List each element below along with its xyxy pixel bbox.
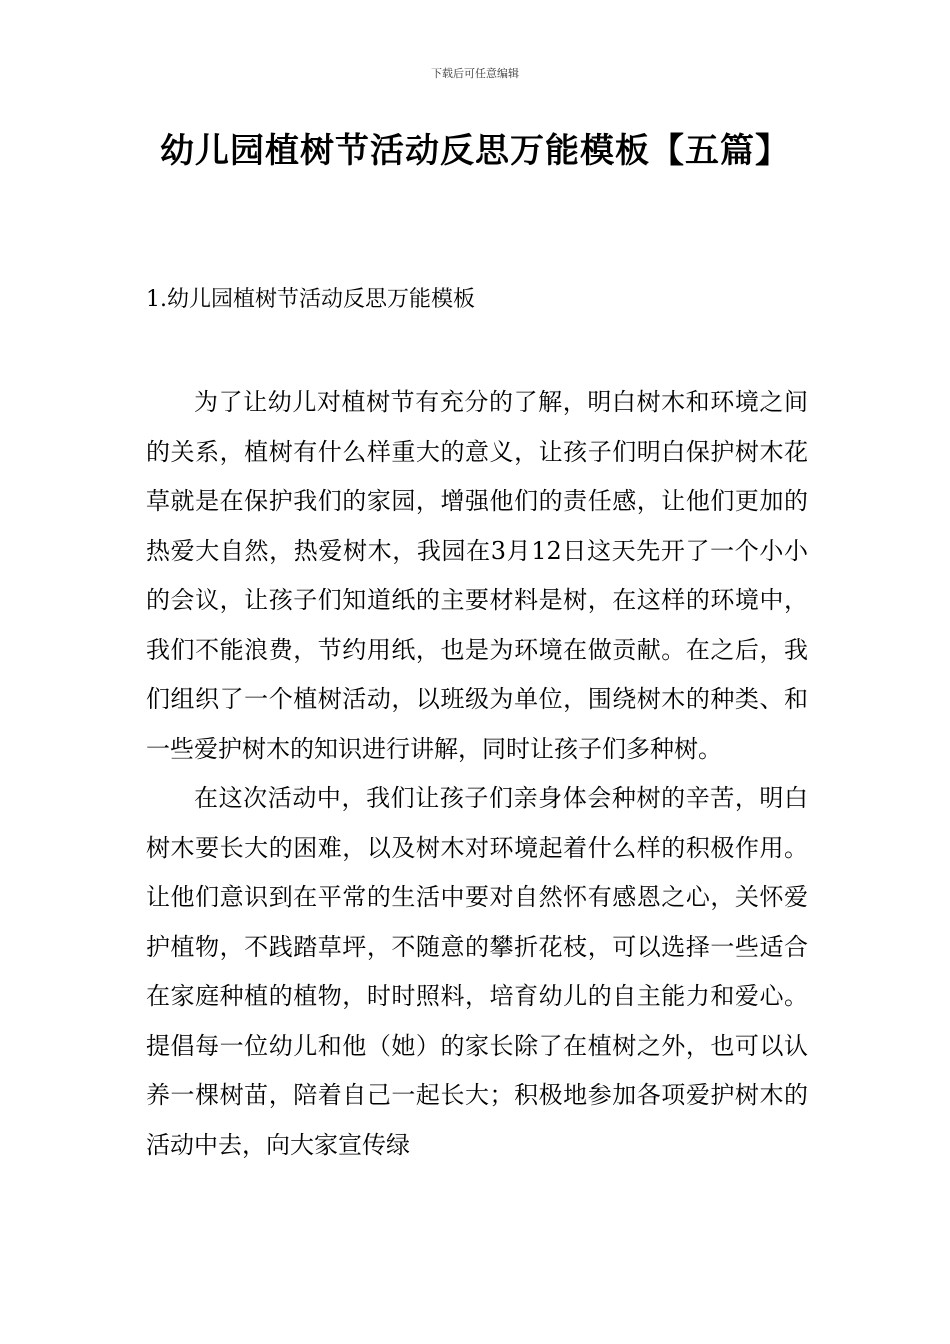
document-title: 幼儿园植树节活动反思万能模板【五篇】 xyxy=(160,131,790,171)
body-text xyxy=(146,378,808,1170)
paragraph: 为了让幼儿对植树节有充分的了解，明白树木和环境之间的关系，植树有什么样重大的意义，让孩子们明白保护树木花草就是在保护我们的家园，增强他们的责任感，让他们更加的热爱大自然，热爱树木，我园在3月12日这天先开了一个小小的会议，让孩子们知道纸的主要材料是树，在这样的环境中，我们不能浪费，节约用纸，也是为环境在做贡献。在之后，我们组织了一个植树活动，以班级为单位，围绕树木的种类、和一些爱护树木的知识进行讲解，同时让孩子们多种树。 xyxy=(146,388,808,763)
paragraph: 在这次活动中，我们让孩子们亲身体会种树的辛苦，明白树木要长大的困难，以及树木对环境起着什么样的积极作用。让他们意识到在平常的生活中要对自然怀有感恩之心，关怀爱护植物，不践踏草坪，不随意的攀折花枝，可以选择一些适合在家庭种植的植物，时时照料，培育幼儿的自主能力和爱心。提倡每一位幼儿和他（她）的家长除了在植树之外，也可以认养一棵树苗，陪着自己一起长大；积极地参加各项爱护树木的活动中去，向大家宣传绿 xyxy=(146,784,808,1159)
section-heading: 1.幼儿园植树节活动反思万能模板 xyxy=(146,287,475,312)
header-note: 下载后可任意编辑 xyxy=(431,67,519,80)
